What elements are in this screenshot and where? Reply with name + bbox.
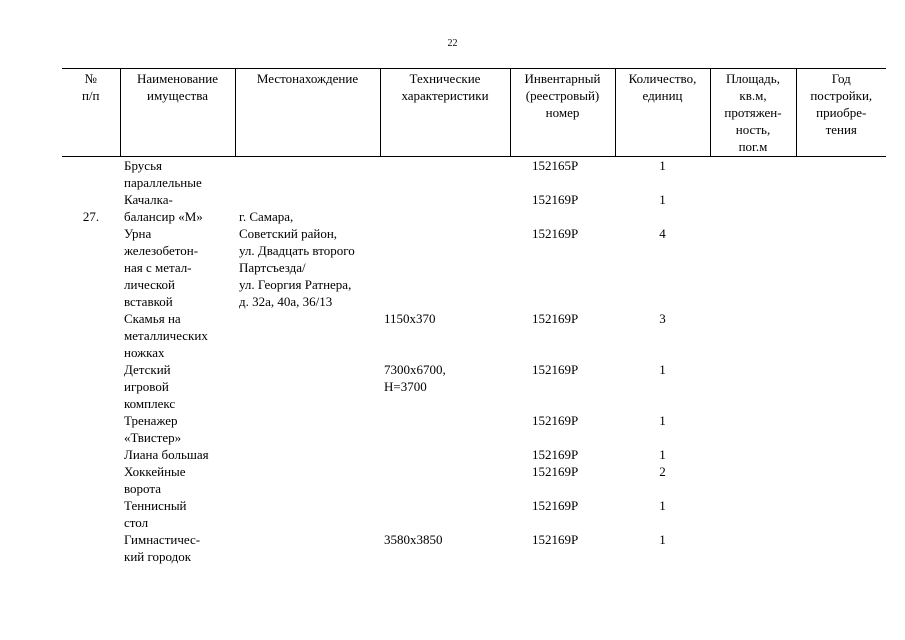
page-number: 22 xyxy=(447,38,458,49)
item-spec: 1150х370 xyxy=(384,311,436,326)
item-quantity: 1 xyxy=(659,192,666,207)
item-inventory-number: 152169Р xyxy=(532,498,579,513)
table-row xyxy=(62,463,886,497)
item-inventory-number: 152169Р xyxy=(532,362,579,377)
item-spec xyxy=(380,412,510,446)
header-specs: Технические характеристики xyxy=(380,69,510,157)
table-header-row xyxy=(62,69,886,157)
item-quantity: 3 xyxy=(659,311,666,326)
item-inventory-number: 152169Р xyxy=(532,532,579,547)
item-inventory-number: 152169Р xyxy=(532,413,579,428)
table-row xyxy=(62,225,886,310)
item-quantity: 1 xyxy=(659,413,666,428)
header-quantity: Количество, единиц xyxy=(615,69,710,157)
item-quantity: 4 xyxy=(659,226,666,241)
header-year: Год постройки, приобре- тения xyxy=(796,69,886,157)
item-quantity: 1 xyxy=(659,447,666,462)
item-name: Урна железобетон- ная с метал- лической вставкой xyxy=(124,226,199,309)
header-row-number: № п/п xyxy=(62,69,120,157)
item-name: Лиана большая xyxy=(124,447,209,462)
item-quantity: 1 xyxy=(659,362,666,377)
item-spec: 7300х6700, Н=3700 xyxy=(384,362,446,394)
item-inventory-number: 152169Р xyxy=(532,192,579,207)
item-inventory-number: 152169Р xyxy=(532,447,579,462)
item-quantity: 1 xyxy=(659,498,666,513)
item-spec xyxy=(380,191,510,225)
item-name: Детский игровой комплекс xyxy=(124,362,176,411)
item-name: Брусья параллельные xyxy=(124,158,202,190)
item-spec xyxy=(380,446,510,463)
item-spec xyxy=(380,157,510,192)
item-inventory-number: 152169Р xyxy=(532,226,579,241)
table-row xyxy=(62,310,886,361)
property-table xyxy=(62,68,886,565)
item-spec xyxy=(380,497,510,531)
header-name: Наименование имущества xyxy=(120,69,235,157)
item-name: Качалка- балансир «М» xyxy=(124,192,203,224)
item-name: Скамья на металлических ножках xyxy=(124,311,208,360)
table-row xyxy=(62,361,886,412)
header-area: Площадь, кв.м, протяжен- ность, пог.м xyxy=(710,69,796,157)
table-row xyxy=(62,531,886,565)
item-location: г. Самара, Советский район, ул. Двадцать второго Партсъезда/ ул. Георгия Ратнера, д. 32а, 40а, 36/13 xyxy=(239,209,355,309)
item-spec xyxy=(380,225,510,310)
item-name: Тренажер «Твистер» xyxy=(124,413,182,445)
item-spec xyxy=(380,463,510,497)
table-row xyxy=(62,191,886,225)
item-inventory-number: 152169Р xyxy=(532,464,579,479)
row-number: 27. xyxy=(82,209,100,224)
header-inventory-number: Инвентарный (реестровый) номер xyxy=(510,69,615,157)
item-inventory-number: 152165Р xyxy=(532,158,579,173)
table-row xyxy=(62,446,886,463)
item-inventory-number: 152169Р xyxy=(532,311,579,326)
item-name: Хоккейные ворота xyxy=(124,464,186,496)
table-row xyxy=(62,412,886,446)
item-name: Теннисный стол xyxy=(124,498,187,530)
item-quantity: 1 xyxy=(659,158,666,173)
item-quantity: 2 xyxy=(659,464,666,479)
table-row xyxy=(62,497,886,531)
table-row xyxy=(62,157,886,192)
header-location: Местонахождение xyxy=(235,69,380,157)
item-name: Гимнастичес- кий городок xyxy=(124,532,201,564)
item-quantity: 1 xyxy=(659,532,666,547)
item-spec: 3580х3850 xyxy=(384,532,443,547)
